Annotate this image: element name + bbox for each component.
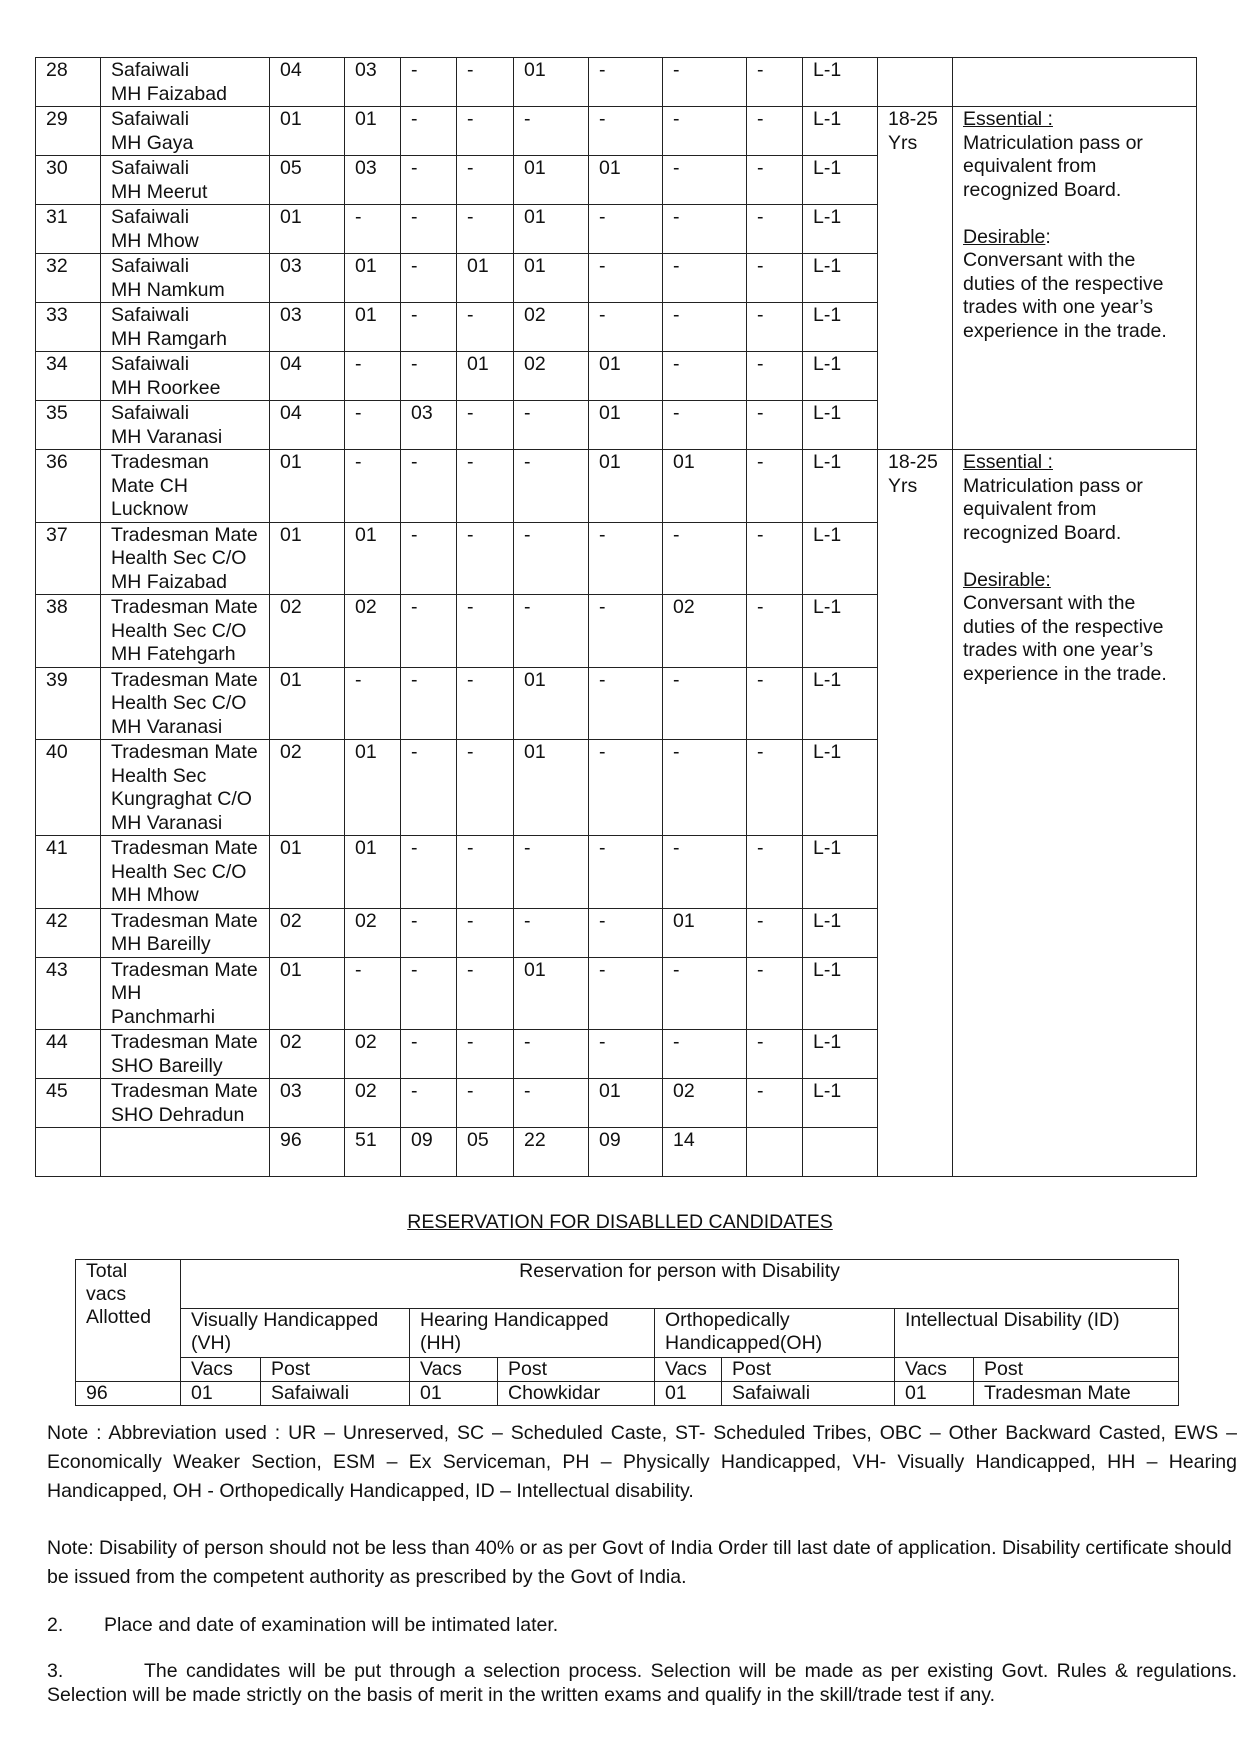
age-limit: 18-25 Yrs (878, 107, 953, 450)
vacancy-cell: L-1 (803, 522, 878, 595)
post-label: Post (722, 1358, 895, 1382)
vacancy-cell: - (589, 58, 663, 107)
vacancy-cell: - (514, 450, 589, 523)
vacancy-cell: - (345, 205, 401, 254)
vacancy-cell: - (747, 957, 803, 1030)
vacancy-cell: - (401, 303, 457, 352)
vacs-label: Vacs (895, 1358, 974, 1382)
vacancy-cell: - (514, 522, 589, 595)
vacancy-cell: - (457, 107, 514, 156)
vacancy-cell: - (345, 450, 401, 523)
post-name: Safaiwali MH Faizabad (101, 58, 270, 107)
oh-vacs: 01 (655, 1382, 722, 1406)
total-vacs-header: Total vacs Allotted (76, 1260, 181, 1382)
vacancy-table (35, 57, 1197, 1177)
vacancy-cell: 01 (345, 303, 401, 352)
vacancy-cell: 02 (270, 1030, 345, 1079)
vacancy-cell: - (663, 205, 747, 254)
vacancy-cell: - (457, 740, 514, 836)
post-name: Tradesman Mate MH Bareilly (101, 908, 270, 957)
post-name: Tradesman Mate Health Sec C/O MH Varanasi (101, 667, 270, 740)
vacancy-cell: - (457, 667, 514, 740)
qualification: Essential : Matriculation pass or equivalent from recognized Board. Desirable: Conversant with the duties of the respective trades with one year’s experience in the trade. (953, 107, 1197, 450)
post-name: Safaiwali MH Varanasi (101, 401, 270, 450)
vacancy-cell: 01 (345, 836, 401, 909)
vacancy-cell: 01 (345, 107, 401, 156)
vacs-label: Vacs (181, 1358, 261, 1382)
vacancy-cell: - (663, 254, 747, 303)
vacancy-cell: 01 (345, 740, 401, 836)
vacancy-cell: - (663, 522, 747, 595)
vacancy-cell: - (457, 450, 514, 523)
vacancy-cell: 01 (589, 352, 663, 401)
sl-no: 30 (36, 156, 101, 205)
vacancy-cell: - (747, 156, 803, 205)
vacancy-cell: - (663, 957, 747, 1030)
vacancy-cell: - (345, 957, 401, 1030)
vacancy-cell: - (345, 401, 401, 450)
vacancy-cell: - (401, 254, 457, 303)
vacancy-cell: - (663, 740, 747, 836)
vacancy-cell: - (589, 957, 663, 1030)
sl-no: 35 (36, 401, 101, 450)
vacancy-cell: - (401, 450, 457, 523)
vacancy-cell: - (401, 1079, 457, 1128)
vacancy-cell: L-1 (803, 957, 878, 1030)
vacancy-cell: - (345, 667, 401, 740)
vacancy-cell: - (747, 254, 803, 303)
vacancy-cell: 01 (270, 522, 345, 595)
vacancy-cell: L-1 (803, 156, 878, 205)
vacancy-cell: - (589, 254, 663, 303)
sl-no: 40 (36, 740, 101, 836)
sl-no: 37 (36, 522, 101, 595)
vacancy-cell: - (514, 1030, 589, 1079)
vacancy-cell: - (514, 107, 589, 156)
post-name: Safaiwali MH Namkum (101, 254, 270, 303)
post-name: Safaiwali MH Meerut (101, 156, 270, 205)
total-vacs: 96 (76, 1382, 181, 1406)
vacancy-cell: 04 (270, 352, 345, 401)
id-vacs: 01 (895, 1382, 974, 1406)
vacancy-cell: - (663, 667, 747, 740)
age-limit (878, 58, 953, 107)
vacancy-cell: L-1 (803, 303, 878, 352)
vacancy-cell: L-1 (803, 836, 878, 909)
vacancy-cell: L-1 (803, 58, 878, 107)
vacancy-cell: - (589, 1030, 663, 1079)
total-cell: 09 (401, 1128, 457, 1177)
sl-no: 28 (36, 58, 101, 107)
vacancy-cell: 01 (514, 58, 589, 107)
age-limit: 18-25 Yrs (878, 450, 953, 1177)
vacancy-cell: L-1 (803, 401, 878, 450)
vacancy-cell: - (401, 107, 457, 156)
vacancy-cell: - (457, 957, 514, 1030)
vacs-label: Vacs (655, 1358, 722, 1382)
vacancy-cell: 01 (270, 107, 345, 156)
vacancy-cell: L-1 (803, 254, 878, 303)
vacancy-cell: - (514, 836, 589, 909)
vacancy-cell: - (457, 522, 514, 595)
vacancy-cell: L-1 (803, 352, 878, 401)
vacancy-cell: - (401, 1030, 457, 1079)
sl-no: 39 (36, 667, 101, 740)
category-hh: Hearing Handicapped (HH) (410, 1309, 655, 1358)
vacancy-cell: - (747, 107, 803, 156)
vacancy-cell: L-1 (803, 1079, 878, 1128)
vacancy-cell: - (457, 595, 514, 668)
vacancy-cell: L-1 (803, 740, 878, 836)
vacancy-cell: - (663, 401, 747, 450)
id-post: Tradesman Mate (974, 1382, 1179, 1406)
vacancy-cell: - (401, 205, 457, 254)
vacancy-cell: - (663, 352, 747, 401)
vacancy-cell: 01 (514, 254, 589, 303)
vacancy-cell: - (747, 303, 803, 352)
post-name: Tradesman Mate MH Panchmarhi (101, 957, 270, 1030)
post-name: Safaiwali MH Mhow (101, 205, 270, 254)
total-cell (747, 1128, 803, 1177)
sl-no: 43 (36, 957, 101, 1030)
empty-cell (101, 1128, 270, 1177)
sl-no: 36 (36, 450, 101, 523)
vacancy-cell: 01 (589, 1079, 663, 1128)
table-row (36, 450, 1197, 523)
vacancy-cell: 02 (345, 908, 401, 957)
vacancy-cell: - (747, 522, 803, 595)
total-cell: 09 (589, 1128, 663, 1177)
vacancy-cell: - (457, 58, 514, 107)
vacancy-cell: 02 (345, 595, 401, 668)
vacancy-cell: - (663, 836, 747, 909)
sl-no: 45 (36, 1079, 101, 1128)
sl-no: 34 (36, 352, 101, 401)
vacancy-cell: - (747, 908, 803, 957)
hh-vacs: 01 (410, 1382, 498, 1406)
vacancy-cell: - (663, 156, 747, 205)
vacancy-cell: 01 (270, 957, 345, 1030)
vacs-label: Vacs (410, 1358, 498, 1382)
vacancy-cell: 01 (457, 352, 514, 401)
vacancy-cell: - (589, 107, 663, 156)
vacancy-cell: - (663, 107, 747, 156)
vacancy-cell: 04 (270, 58, 345, 107)
vacancy-cell: - (747, 740, 803, 836)
vacancy-cell: - (747, 58, 803, 107)
vacancy-cell: - (457, 1030, 514, 1079)
qualification: Essential : Matriculation pass or equivalent from recognized Board. Desirable: Conversant with the duties of the respective trades with one year’s experience in the trade. (953, 450, 1197, 1177)
vacancy-cell: - (589, 908, 663, 957)
hh-post: Chowkidar (498, 1382, 655, 1406)
vacancy-cell: - (514, 595, 589, 668)
vacancy-cell: 03 (345, 58, 401, 107)
vacancy-cell: 02 (663, 595, 747, 668)
vacancy-cell: 02 (345, 1079, 401, 1128)
total-cell: 51 (345, 1128, 401, 1177)
vacancy-cell: 02 (663, 1079, 747, 1128)
vacancy-cell: - (589, 205, 663, 254)
disability-title: RESERVATION FOR DISABLLED CANDIDATES (407, 1211, 833, 1233)
total-cell (803, 1128, 878, 1177)
abbreviation-note: Note : Abbreviation used : UR – Unreserved, SC – Scheduled Caste, ST- Scheduled Tribes, OBC – Other Backward Casted, EWS – Economically Weaker Section, ESM – Ex Serviceman, PH – Physically Handicapped, VH- Visually Handicapped, HH – Hearing Handicapped, OH - Orthopedically Handicapped, ID – Intellectual disability. (47, 1422, 1237, 1502)
disability-note: Note: Disability of person should not be less than 40% or as per Govt of India Order till last date of application. Disability certificate should be issued from the competent authority as prescribed by the Govt of India. (47, 1537, 1232, 1588)
vacancy-cell: - (589, 595, 663, 668)
vacancy-cell: 03 (401, 401, 457, 450)
sl-no: 33 (36, 303, 101, 352)
vacancy-cell: - (457, 205, 514, 254)
total-cell: 22 (514, 1128, 589, 1177)
vacancy-cell: - (345, 352, 401, 401)
vacancy-cell: - (589, 836, 663, 909)
vacancy-cell: - (401, 595, 457, 668)
vacancy-cell: 01 (663, 450, 747, 523)
vacancy-cell: - (747, 401, 803, 450)
vacancy-cell: L-1 (803, 908, 878, 957)
vacancy-cell: - (747, 836, 803, 909)
vacancy-cell: - (747, 595, 803, 668)
vacancy-cell: - (401, 352, 457, 401)
vacancy-cell: 01 (589, 450, 663, 523)
vacancy-cell: 02 (514, 303, 589, 352)
sl-no: 42 (36, 908, 101, 957)
vacancy-cell: 03 (270, 1079, 345, 1128)
post-name: Tradesman Mate Health Sec Kungraghat C/O MH Varanasi (101, 740, 270, 836)
vacancy-cell: - (747, 667, 803, 740)
sl-no: 29 (36, 107, 101, 156)
vh-vacs: 01 (181, 1382, 261, 1406)
vacancy-cell: - (457, 1079, 514, 1128)
sl-no: 31 (36, 205, 101, 254)
vacancy-cell: - (457, 401, 514, 450)
vacancy-cell: - (457, 836, 514, 909)
vacancy-cell: - (663, 303, 747, 352)
vacancy-cell: 01 (589, 401, 663, 450)
post-label: Post (261, 1358, 410, 1382)
vacancy-cell: - (457, 908, 514, 957)
sl-no: 44 (36, 1030, 101, 1079)
vacancy-cell: - (514, 401, 589, 450)
vacancy-cell: 01 (270, 667, 345, 740)
empty-cell (36, 1128, 101, 1177)
post-label: Post (498, 1358, 655, 1382)
vacancy-cell: - (401, 667, 457, 740)
vacancy-cell: - (589, 522, 663, 595)
vh-post: Safaiwali (261, 1382, 410, 1406)
total-cell: 96 (270, 1128, 345, 1177)
vacancy-cell: L-1 (803, 1030, 878, 1079)
vacancy-cell: - (401, 740, 457, 836)
vacancy-cell: L-1 (803, 450, 878, 523)
vacancy-cell: 03 (345, 156, 401, 205)
table-row (36, 58, 1197, 107)
sl-no: 38 (36, 595, 101, 668)
vacancy-cell: L-1 (803, 667, 878, 740)
vacancy-cell: 01 (270, 450, 345, 523)
vacancy-cell: 03 (270, 303, 345, 352)
vacancy-cell: - (457, 156, 514, 205)
vacancy-cell: 01 (345, 522, 401, 595)
vacancy-cell: - (514, 908, 589, 957)
vacancy-cell: - (747, 1079, 803, 1128)
vacancy-cell: - (747, 450, 803, 523)
post-name: Safaiwali MH Ramgarh (101, 303, 270, 352)
vacancy-cell: 03 (270, 254, 345, 303)
total-cell: 14 (663, 1128, 747, 1177)
vacancy-cell: - (401, 836, 457, 909)
oh-post: Safaiwali (722, 1382, 895, 1406)
category-vh: Visually Handicapped (VH) (181, 1309, 410, 1358)
post-label: Post (974, 1358, 1179, 1382)
vacancy-cell: 02 (270, 908, 345, 957)
vacancy-cell: - (589, 303, 663, 352)
vacancy-cell: - (401, 522, 457, 595)
vacancy-cell: L-1 (803, 205, 878, 254)
category-oh: Orthopedically Handicapped(OH) (655, 1309, 895, 1358)
vacancy-cell: L-1 (803, 595, 878, 668)
vacancy-cell: 01 (514, 740, 589, 836)
vacancy-cell: - (401, 156, 457, 205)
post-name: Tradesman Mate Health Sec C/O MH Mhow (101, 836, 270, 909)
qualification (953, 58, 1197, 107)
total-cell: 05 (457, 1128, 514, 1177)
vacancy-cell: 01 (589, 156, 663, 205)
vacancy-cell: 02 (514, 352, 589, 401)
post-name: Tradesman Mate CH Lucknow (101, 450, 270, 523)
post-name: Tradesman Mate SHO Dehradun (101, 1079, 270, 1128)
vacancy-cell: - (401, 58, 457, 107)
vacancy-cell: 01 (457, 254, 514, 303)
sl-no: 32 (36, 254, 101, 303)
vacancy-cell: - (514, 1079, 589, 1128)
disability-table (75, 1259, 1179, 1406)
vacancy-cell: 02 (270, 595, 345, 668)
vacancy-cell: 01 (270, 205, 345, 254)
vacancy-cell: - (747, 1030, 803, 1079)
vacancy-cell: - (747, 352, 803, 401)
vacancy-cell: 02 (345, 1030, 401, 1079)
vacancy-cell: 01 (663, 908, 747, 957)
vacancy-cell: 04 (270, 401, 345, 450)
vacancy-cell: - (401, 908, 457, 957)
sl-no: 41 (36, 836, 101, 909)
note-3: 3. The candidates will be put through a selection process. Selection will be made as per existing Govt. Rules & regulations. Selection will be made strictly on the basis of merit in the written exams and qualify in the skill/trade test if any. (47, 1660, 1237, 1706)
post-name: Tradesman Mate Health Sec C/O MH Faizabad (101, 522, 270, 595)
vacancy-cell: 02 (270, 740, 345, 836)
table-row (36, 107, 1197, 156)
vacancy-cell: L-1 (803, 107, 878, 156)
post-name: Safaiwali MH Gaya (101, 107, 270, 156)
vacancy-cell: - (747, 205, 803, 254)
vacancy-cell: - (589, 740, 663, 836)
vacancy-cell: 01 (270, 836, 345, 909)
category-id: Intellectual Disability (ID) (895, 1309, 1179, 1358)
vacancy-cell: - (589, 667, 663, 740)
post-name: Safaiwali MH Roorkee (101, 352, 270, 401)
vacancy-cell: 05 (270, 156, 345, 205)
vacancy-cell: 01 (345, 254, 401, 303)
vacancy-cell: - (457, 303, 514, 352)
vacancy-cell: - (663, 58, 747, 107)
vacancy-cell: 01 (514, 667, 589, 740)
post-name: Tradesman Mate SHO Bareilly (101, 1030, 270, 1079)
vacancy-cell: 01 (514, 156, 589, 205)
vacancy-cell: 01 (514, 957, 589, 1030)
note-2: 2. Place and date of examination will be intimated later. (47, 1614, 559, 1636)
vacancy-cell: 01 (514, 205, 589, 254)
disability-group-header: Reservation for person with Disability (181, 1260, 1179, 1309)
post-name: Tradesman Mate Health Sec C/O MH Fatehgarh (101, 595, 270, 668)
vacancy-cell: - (401, 957, 457, 1030)
vacancy-cell: - (663, 1030, 747, 1079)
